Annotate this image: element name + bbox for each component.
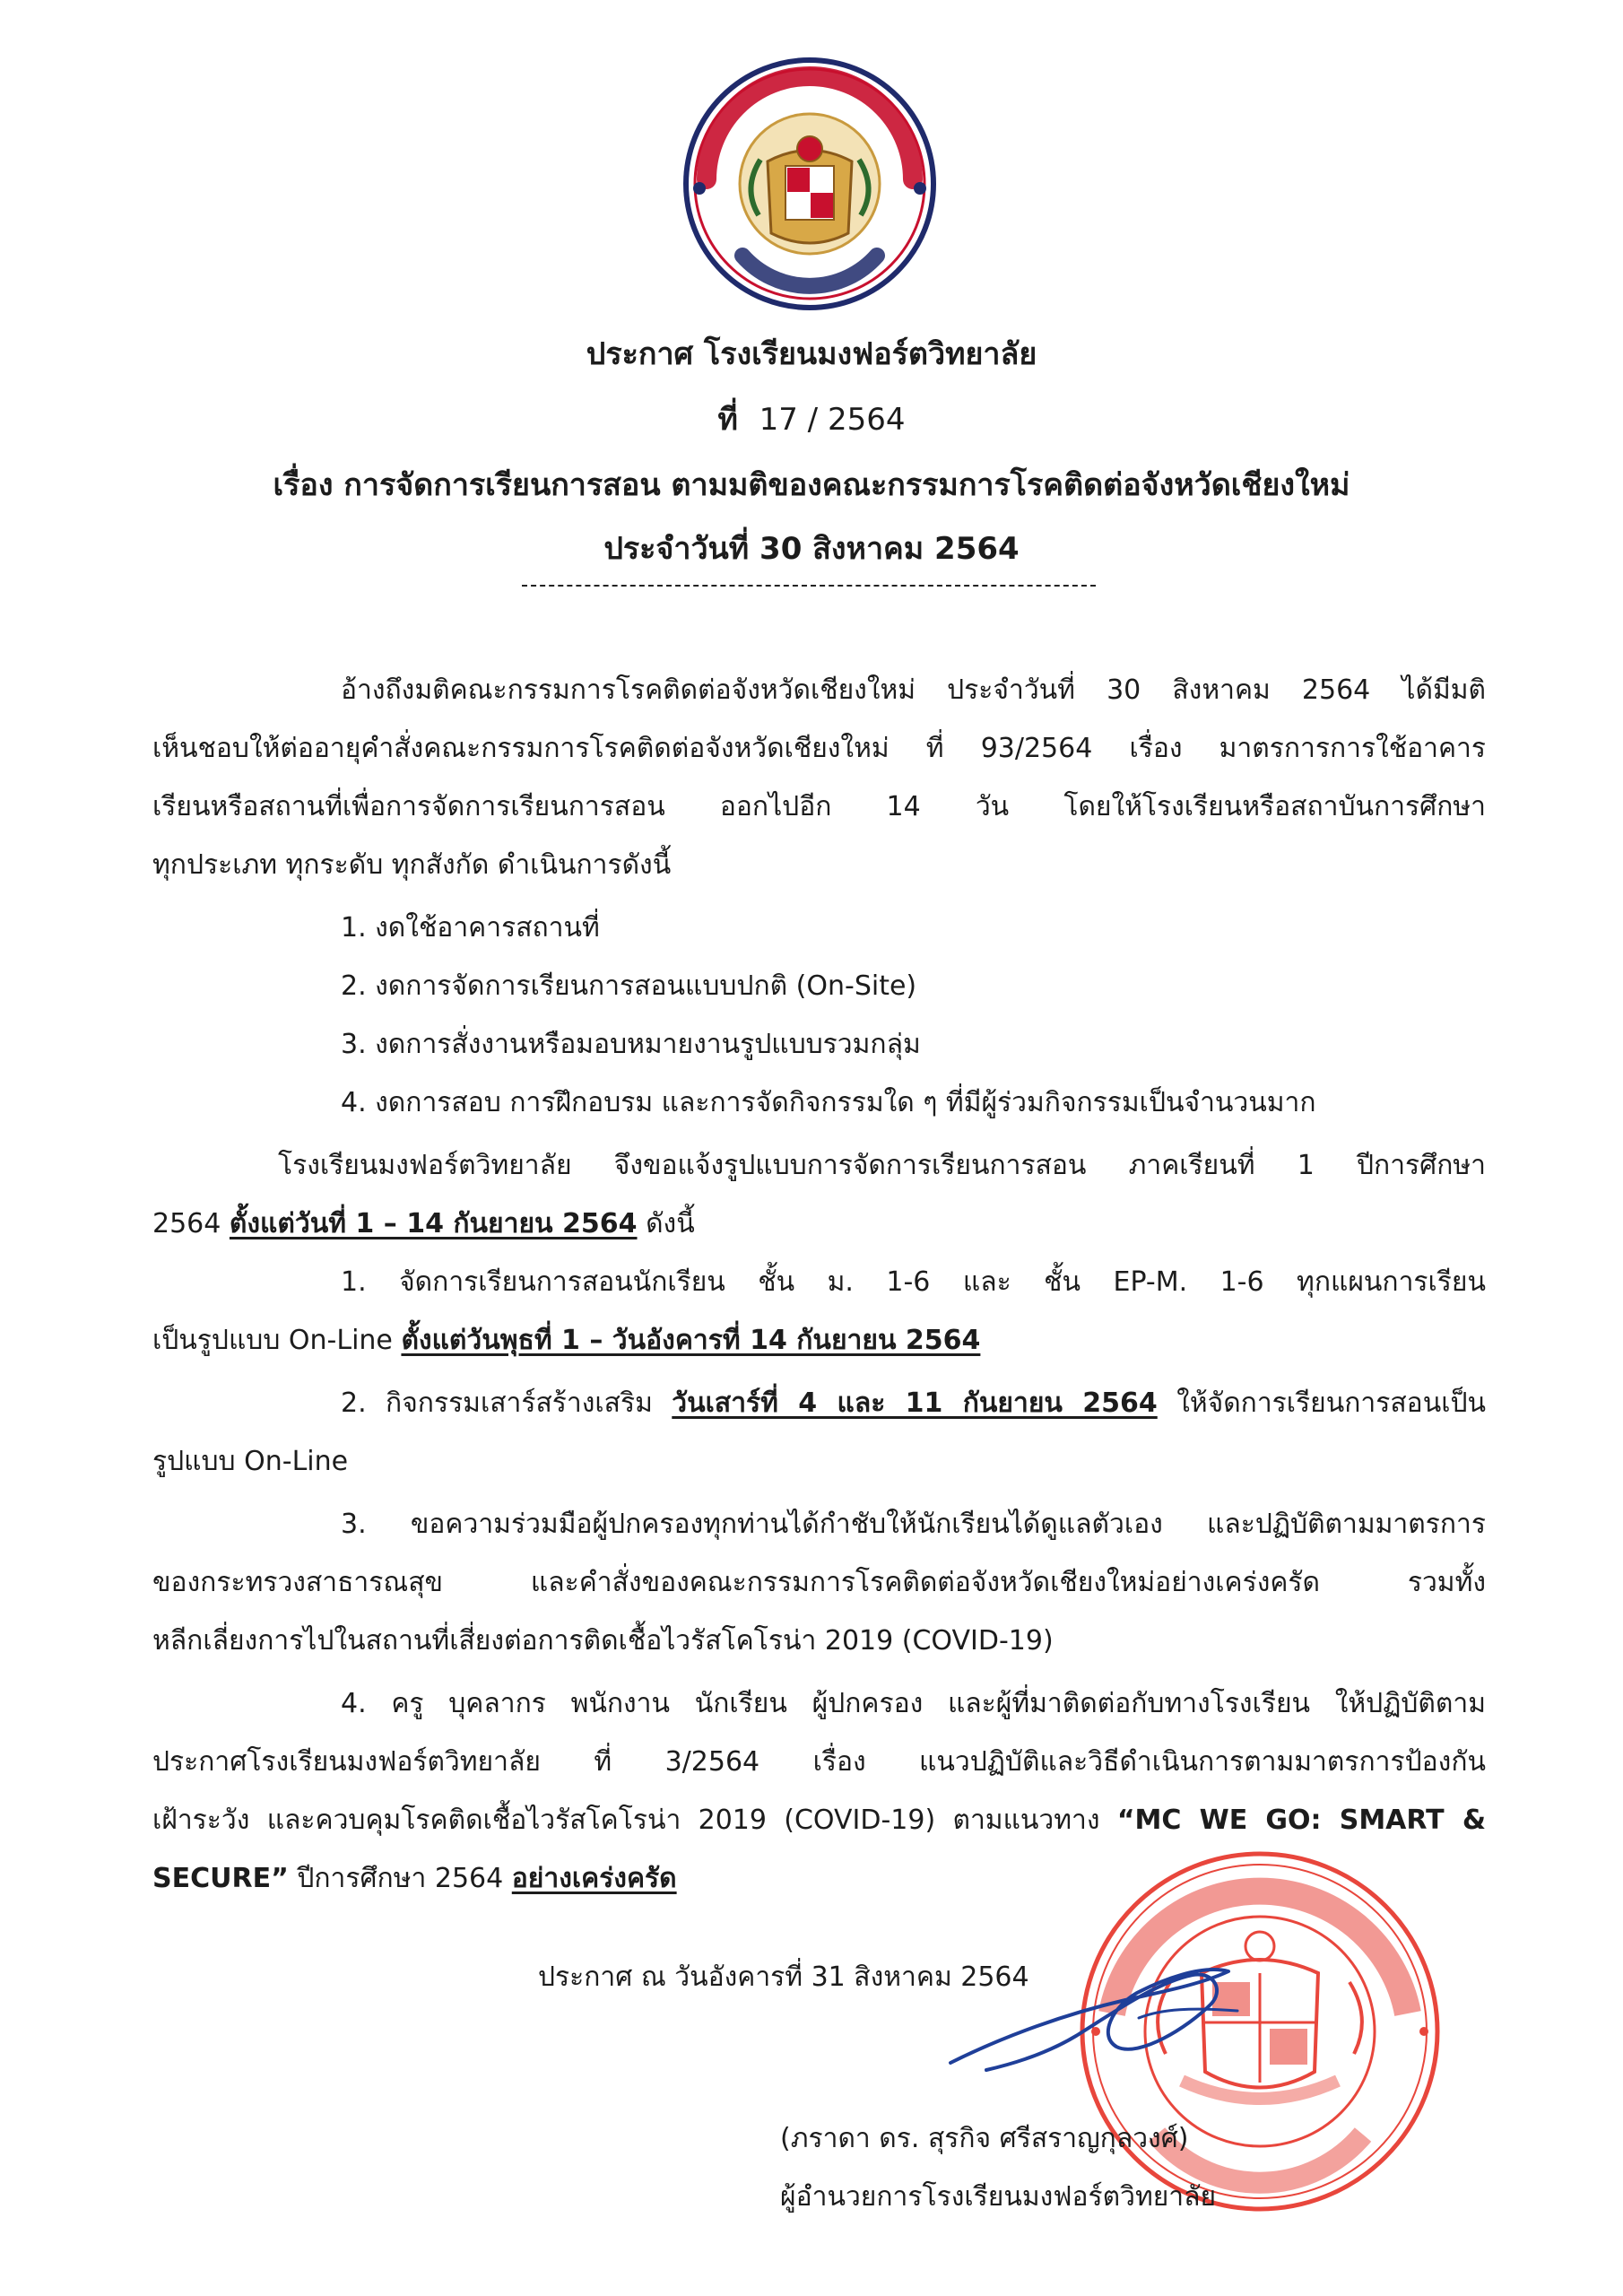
announce-date-range: ตั้งแต่วันที่ 1 – 14 กันยายน 2564 (229, 1208, 638, 1239)
number-value: 17 / 2564 (759, 402, 906, 438)
announce-line-1: โรงเรียนมงฟอร์ตวิทยาลัย จึงขอแจ้งรูปแบบการจัดการเรียนการสอน ภาคเรียนที่ 1 ปีการศึกษา (278, 1150, 1486, 1181)
intro-line-3: เรียนหรือสถานที่เพื่อการจัดการเรียนการสอน ออกไปอีก 14 วัน โดยให้โรงเรียนหรือสถาบันการศึกษา (152, 791, 1486, 822)
number-prefix: ที่ (717, 402, 738, 438)
item-3-line-2: ของกระทรวงสาธารณสุข และคำสั่งของคณะกรรมการโรคติดต่อจังหวัดเชียงใหม่อย่างเคร่งครัด รวมทั้ง (152, 1567, 1486, 1598)
item-4-academic-year: ปีการศึกษา 2564 (297, 1863, 504, 1894)
dashed-divider (522, 585, 1096, 587)
item-4-guideline: เฝ้าระวัง และควบคุมโรคติดเชื้อไวรัสโคโรน่า 2019 (COVID-19) ตามแนวทาง (152, 1805, 1100, 1836)
intro-line-2: เห็นชอบให้ต่ออายุคำสั่งคณะกรรมการโรคติดต่อจังหวัดเชียงใหม่ ที่ 93/2564 เรื่อง มาตรการการใช้อาคาร (152, 733, 1486, 764)
item-3-line-3: หลีกเลี่ยงการไปในสถานที่เสี่ยงต่อการติดเชื้อไวรัสโคโรน่า 2019 (COVID-19) (152, 1625, 1054, 1657)
item-1-line-1: 1. จัดการเรียนการสอนนักเรียน ชั้น ม. 1-6 และ ชั้น EP-M. 1-6 ทุกแผนการเรียน (341, 1266, 1486, 1298)
item-2-instruction: ให้จัดการเรียนการสอนเป็น (1176, 1387, 1487, 1419)
announcement-title: ประกาศ โรงเรียนมงฟอร์ตวิทยาลัย (586, 336, 1037, 372)
item-2-line-2: รูปแบบ On-Line (152, 1446, 349, 1477)
item-4-line-3 (152, 1803, 1486, 1839)
closing-announced-date: ประกาศ ณ วันอังคารที่ 31 สิงหาคม 2564 (538, 1961, 1029, 1993)
announce-year: 2564 (152, 1208, 221, 1239)
intro-line-4: ทุกประเภท ทุกระดับ ทุกสังกัด ดำเนินการดังนี้ (152, 849, 672, 881)
item-1-line-2 (152, 1323, 980, 1359)
item-4-line-2: ประกาศโรงเรียนมงฟอร์ตวิทยาลัย ที่ 3/2564 เรื่อง แนวปฏิบัติและวิธีดำเนินการตามมาตรการป้องกัน (152, 1746, 1486, 1778)
item-1-format: เป็นรูปแบบ On-Line (152, 1325, 393, 1356)
item-1-date-range: ตั้งแต่วันพุธที่ 1 – วันอังคารที่ 14 กันยายน 2564 (401, 1325, 981, 1356)
item-2-activity: 2. กิจกรรมเสาร์สร้างเสริม (341, 1387, 653, 1419)
item-4-slogan-start: “MC WE GO: SMART & (1116, 1805, 1486, 1836)
measure-item-1: 1. งดใช้อาคารสถานที่ (341, 912, 600, 944)
item-2-dates: วันเสาร์ที่ 4 และ 11 กันยายน 2564 (672, 1387, 1158, 1419)
announcement-date: ประจำวันที่ 30 สิงหาคม 2564 (603, 531, 1020, 567)
item-2-line-1 (341, 1386, 1486, 1422)
item-4-slogan-end: SECURE” (152, 1863, 289, 1894)
signer-name: (ภราดา ดร. สุรกิจ ศรีสราญกุลวงศ์) (780, 2123, 1189, 2154)
announcement-subject: เรื่อง การจัดการเรียนการสอน ตามมติของคณะกรรมการโรคติดต่อจังหวัดเชียงใหม่ (273, 467, 1350, 503)
item-4-line-1: 4. ครู บุคลากร พนักงาน นักเรียน ผู้ปกครอง และผู้ที่มาติดต่อกับทางโรงเรียน ให้ปฏิบัติตาม (341, 1688, 1486, 1719)
item-4-line-4 (152, 1861, 677, 1897)
announcement-number (269, 400, 1354, 439)
announce-suffix: ดังนี้ (646, 1208, 695, 1239)
measure-item-3: 3. งดการสั่งงานหรือมอบหมายงานรูปแบบรวมกลุ่ม (341, 1029, 921, 1060)
school-emblem-icon (680, 54, 940, 314)
item-3-line-1: 3. ขอความร่วมมือผู้ปกครองทุกท่านได้กำชับให้นักเรียนได้ดูแลตัวเอง และปฏิบัติตามมาตรการ (341, 1509, 1486, 1540)
school-logo (680, 54, 940, 314)
signer-title: ผู้อำนวยการโรงเรียนมงฟอร์ตวิทยาลัย (780, 2181, 1217, 2213)
signature (933, 1928, 1255, 2090)
item-4-strictly: อย่างเคร่งครัด (511, 1863, 677, 1894)
handwritten-signature-icon (933, 1928, 1255, 2090)
intro-line-1: อ้างถึงมติคณะกรรมการโรคติดต่อจังหวัดเชียงใหม่ ประจำวันที่ 30 สิงหาคม 2564 ได้มีมติ (341, 674, 1486, 706)
measure-item-2: 2. งดการจัดการเรียนการสอนแบบปกติ (On-Site) (341, 970, 917, 1002)
announce-line-2 (152, 1206, 695, 1242)
measure-item-4: 4. งดการสอบ การฝึกอบรม และการจัดกิจกรรมใด ๆ ที่มีผู้ร่วมกิจกรรมเป็นจำนวนมาก (341, 1087, 1316, 1118)
